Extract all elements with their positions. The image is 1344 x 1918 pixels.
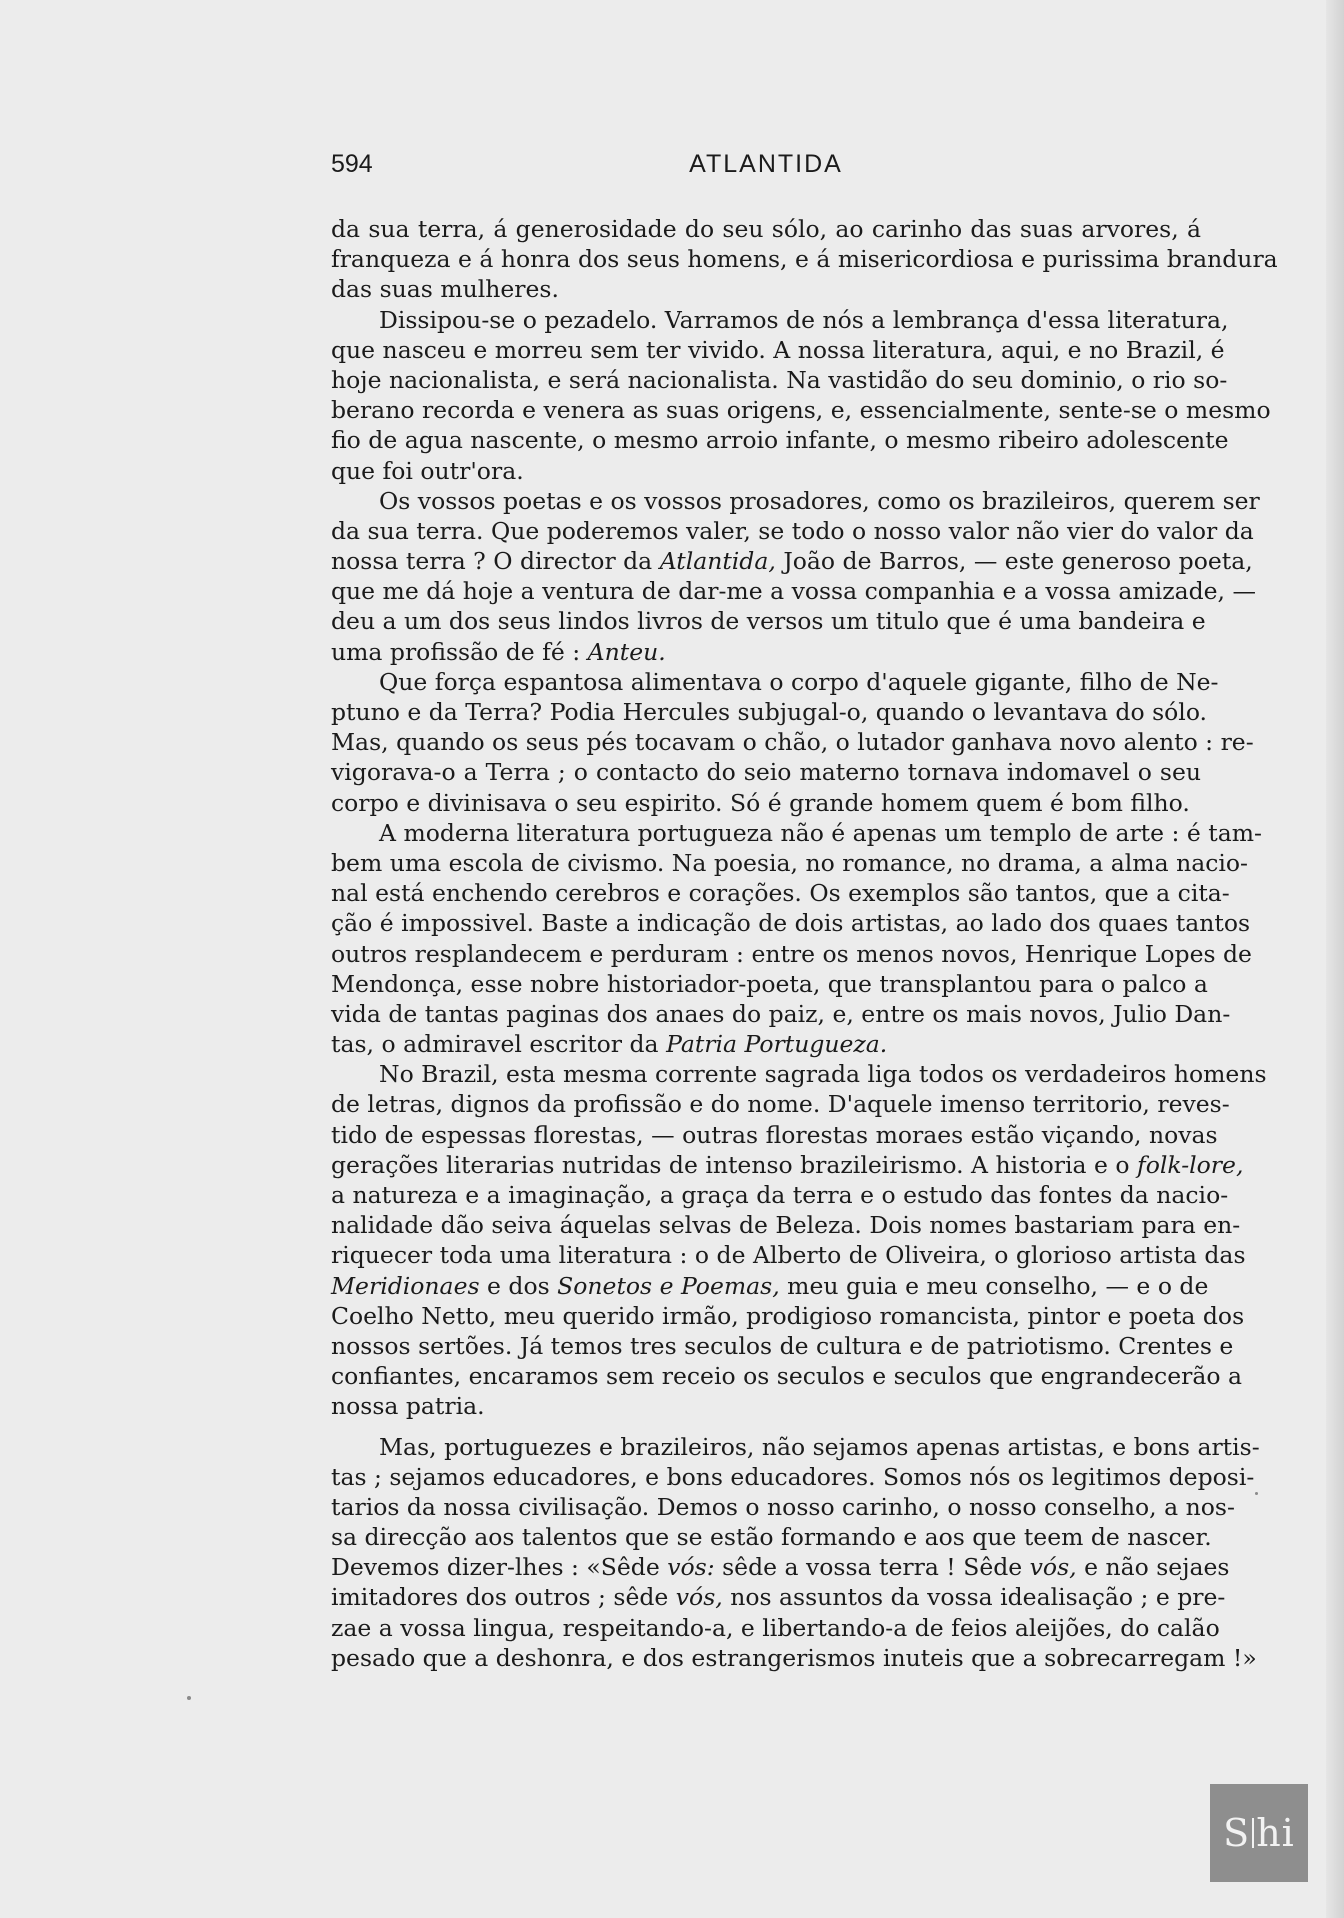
italic-title-atlantida: Atlantida,: [659, 547, 776, 576]
text-line: Que força espantosa alimentava o corpo d'aquele gigante, filho de Ne-: [379, 667, 1219, 696]
text-line: No Brazil, esta mesma corrente sagrada liga todos os verdadeiros homens: [379, 1060, 1267, 1089]
italic-title-anteu: Anteu.: [587, 637, 666, 666]
text-line: que nasceu e morreu sem ter vivido. A nossa literatura, aqui, e no Brazil, é: [331, 335, 1225, 364]
text-line: zae a vossa lingua, respeitando-a, e libertando-a de feios aleijões, do calão: [331, 1613, 1220, 1642]
text-segment: e dos: [487, 1271, 550, 1300]
text-segment: uma profissão de fé :: [331, 637, 581, 666]
text-line: [331, 1552, 1230, 1582]
page-number: 594: [331, 150, 373, 178]
text-line: pesado que a deshonra, e dos estrangerismos inuteis que a sobrecarregam !»: [331, 1643, 1257, 1672]
text-line: [331, 1029, 1201, 1059]
text-segment: sêde a vossa terra ! Sêde: [722, 1553, 1023, 1582]
italic-title-patria-portugueza: Patria Portugueza.: [666, 1030, 888, 1059]
speck: [1255, 1492, 1258, 1495]
text-line: nalidade dão seiva áquelas selvas de Beleza. Dois nomes bastariam para en-: [331, 1211, 1241, 1240]
italic-word-vos: vós:: [667, 1553, 715, 1582]
italic-title-sonetos-e-poemas: Sonetos e Poemas,: [557, 1271, 780, 1300]
text-line: Mas, quando os seus pés tocavam o chão, o lutador ganhava novo alento : re-: [331, 728, 1254, 757]
text-line: que me dá hoje a ventura de dar-me a vossa companhia e a vossa amizade, —: [331, 577, 1256, 606]
italic-term-folk-lore: folk-lore,: [1137, 1150, 1244, 1179]
text-line: confiantes, encaramos sem receio os seculos e seculos que engrandecerão a: [331, 1362, 1242, 1391]
text-line: Coelho Netto, meu querido irmão, prodigioso romancista, pintor e poeta dos: [331, 1301, 1245, 1330]
text-line: da sua terra. Que poderemos valer, se todo o nosso valor não vier do valor da: [331, 516, 1254, 545]
text-line: [331, 1582, 1226, 1612]
text-line: que foi outr'ora.: [331, 456, 524, 485]
text-line: Mas, portuguezes e brazileiros, não sejamos apenas artistas, e bons artis-: [379, 1432, 1260, 1461]
text-line: Os vossos poetas e os vossos prosadores, como os brazileiros, querem ser: [379, 486, 1260, 515]
text-line: bem uma escola de civismo. Na poesia, no romance, no drama, a alma nacio-: [331, 848, 1248, 877]
running-head: [331, 150, 1201, 186]
logo-letters: hi: [1256, 1811, 1295, 1855]
text-line: [331, 1150, 1244, 1180]
text-line: vida de tantas paginas dos anaes do paiz, e, entre os mais novos, Julio Dan-: [331, 999, 1231, 1028]
text-line: de letras, dignos da profissão e do nome. D'aquele imenso territorio, reves-: [331, 1090, 1230, 1119]
text-line: vigorava-o a Terra ; o contacto do seio materno tornava indomavel o seu: [331, 758, 1201, 787]
text-segment: João de Barros, — este generoso poeta,: [783, 547, 1253, 576]
text-line: das suas mulheres.: [331, 275, 559, 304]
text-line: da sua terra, á generosidade do seu sólo, ao carinho das suas arvores, á: [331, 215, 1201, 243]
text-line: ção é impossivel. Baste a indicação de dois artistas, ao lado dos quaes tantos: [331, 909, 1251, 938]
text-line: tas ; sejamos educadores, e bons educadores. Somos nós os legitimos deposi-: [331, 1462, 1255, 1491]
text-line: nal está enchendo cerebros e corações. Os exemplos são tantos, que a cita-: [331, 879, 1230, 908]
text-segment: e não sejaes: [1084, 1553, 1230, 1582]
text-line: hoje nacionalista, e será nacionalista. Na vastidão do seu dominio, o rio so-: [331, 365, 1228, 394]
text-line: [331, 637, 1201, 667]
text-line: franqueza e á honra dos seus homens, e á misericordiosa e purissima brandura: [331, 245, 1278, 274]
logo-letter: S: [1223, 1811, 1251, 1855]
text-line: tido de espessas florestas, — outras florestas moraes estão viçando, novas: [331, 1120, 1218, 1149]
text-line: a natureza e a imaginação, a graça da terra e o estudo das fontes da nacio-: [331, 1181, 1229, 1209]
text-line: Mendonça, esse nobre historiador-poeta, que transplantou para o palco a: [331, 969, 1208, 998]
text-line: [331, 546, 1253, 576]
text-line: fio de agua nascente, o mesmo arroio infante, o mesmo ribeiro adolescente: [331, 426, 1229, 455]
logo-divider: [1252, 1818, 1254, 1848]
text-line: corpo e divinisava o seu espirito. Só é grande homem quem é bom filho.: [331, 788, 1190, 817]
text-segment: Devemos dizer-lhes : «Sêde: [331, 1553, 660, 1582]
text-segment: nossa terra ? O director da: [331, 547, 653, 576]
text-line: sa direcção aos talentos que se estão formando e aos que teem de nascer.: [331, 1523, 1212, 1552]
text-line: ptuno e da Terra? Podia Hercules subjugal-o, quando o levantava do sólo.: [331, 698, 1208, 726]
page-edge: [1326, 0, 1344, 1918]
speck: [187, 1696, 191, 1700]
italic-word-vos: vós,: [1029, 1553, 1077, 1582]
text-line: nossa patria.: [331, 1392, 485, 1421]
text-line: riquecer toda uma literatura : o de Alberto de Oliveira, o glorioso artista das: [331, 1241, 1246, 1270]
text-line: tarios da nossa civilisação. Demos o nosso carinho, o nosso conselho, a nos-: [331, 1492, 1235, 1521]
text-line: [331, 1271, 1209, 1301]
journal-title: ATLANTIDA: [689, 150, 843, 178]
text-segment: tas, o admiravel escritor da: [331, 1030, 659, 1059]
text-line: berano recorda e venera as suas origens, e, essencialmente, sente-se o mesmo: [331, 396, 1271, 425]
text-line: deu a um dos seus lindos livros de versos um titulo que é uma bandeira e: [331, 607, 1206, 636]
italic-word-vos: vós,: [675, 1583, 723, 1612]
text-segment: meu guia e meu conselho, — e o de: [787, 1271, 1209, 1300]
text-line: outros resplandecem e perduram : entre os menos novos, Henrique Lopes de: [331, 939, 1252, 968]
text-segment: nos assuntos da vossa idealisação ; e pre-: [730, 1583, 1226, 1612]
text-line: nossos sertões. Já temos tres seculos de cultura e de patriotismo. Crentes e: [331, 1331, 1234, 1360]
body-text: [331, 214, 1278, 1673]
text-segment: imitadores dos outros ; sêde: [331, 1583, 669, 1612]
library-logo: [1210, 1784, 1308, 1882]
text-line: A moderna literatura portugueza não é apenas um templo de arte : é tam-: [379, 818, 1262, 847]
text-segment: gerações literarias nutridas de intenso brazileirismo. A historia e o: [331, 1150, 1130, 1179]
italic-title-meridionaes: Meridionaes: [331, 1271, 480, 1300]
text-line: Dissipou-se o pezadelo. Varramos de nós a lembrança d'essa literatura,: [379, 305, 1229, 334]
